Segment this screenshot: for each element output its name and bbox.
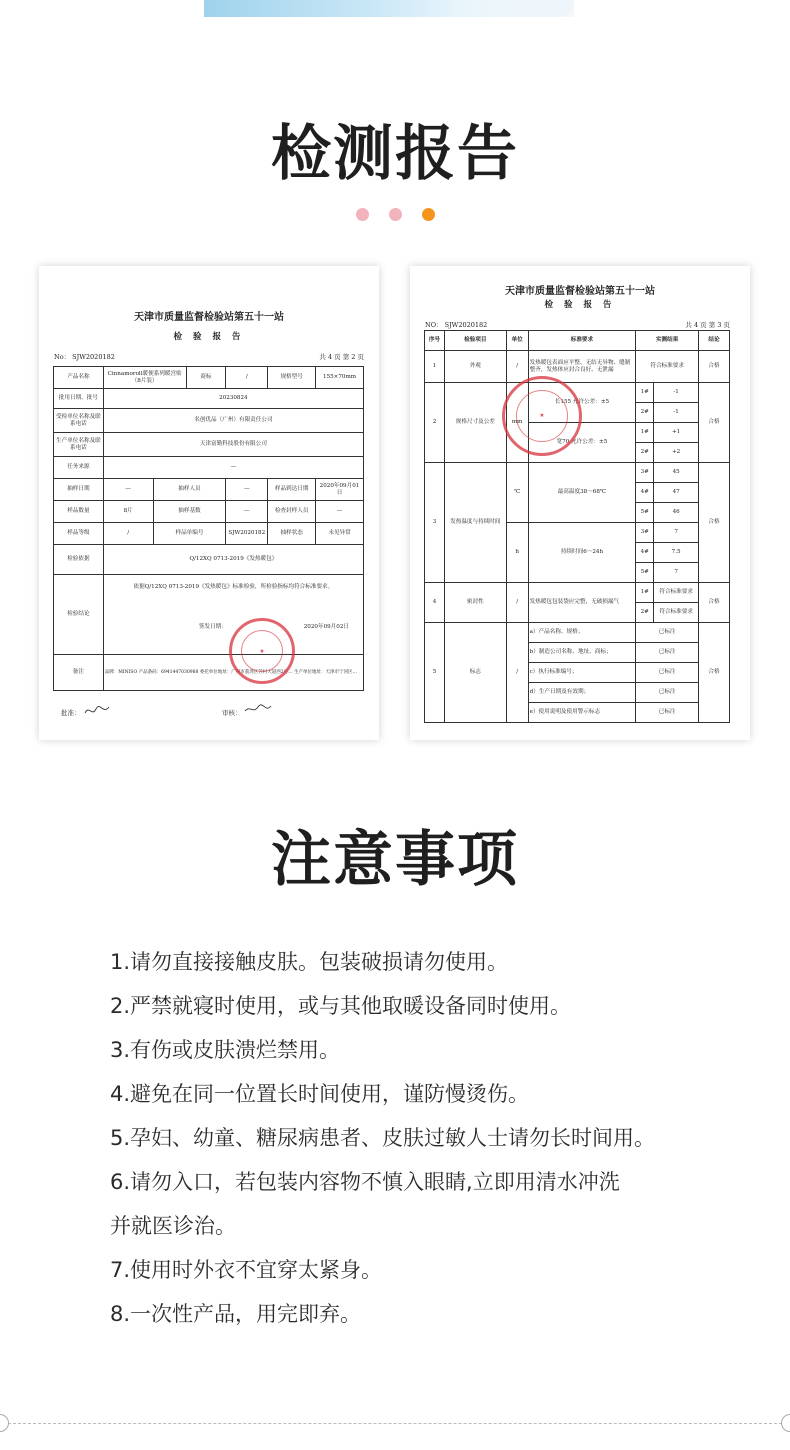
conclusion-text: 依据Q/12XQ 0713-2019《发热暖包》标准检验，所检验指标均符合标准要求。	[133, 584, 334, 590]
row-item: 规格尺寸及公差	[444, 383, 506, 463]
row-conclusion: 合格	[699, 623, 730, 723]
row-no: 3	[425, 463, 445, 583]
cell-label: 样品到达日期	[268, 479, 316, 501]
seal-inner: ★	[241, 630, 283, 672]
sample-value: 45	[654, 463, 699, 483]
cell-value: 8片	[103, 501, 153, 523]
row-requirement: 最高温度38～68℃	[528, 463, 636, 523]
sample-value: 47	[654, 483, 699, 503]
cell-value: 155×70mm	[316, 367, 364, 389]
reviewer-label: 审核：	[222, 709, 242, 717]
cell-label: 抽样人员	[153, 479, 226, 501]
official-seal-stamp	[229, 618, 295, 684]
approver-signature-icon	[83, 703, 111, 717]
doc2-page-number: 共 4 页 第 3 页	[685, 321, 730, 329]
notice-list	[110, 940, 750, 1336]
notice-item: 4.避免在同一位置长时间使用，谨防慢烫伤。	[110, 1082, 530, 1106]
cell-value: —	[226, 501, 268, 523]
cell-label: 样品数量	[54, 501, 104, 523]
row-unit: h	[506, 523, 528, 583]
row-no: 5	[425, 623, 445, 723]
cell-value: 2020年09月01日	[316, 479, 364, 501]
cell-value: —	[226, 479, 268, 501]
row-unit: /	[506, 583, 528, 623]
row-item: 标志	[444, 623, 506, 723]
header-cell: 实测结果	[636, 331, 699, 351]
header-cell: 序号	[425, 331, 445, 351]
row-result: 符合标准要求	[636, 351, 699, 383]
doc2-results-table	[424, 330, 730, 723]
cell-value: 20230824	[103, 389, 363, 409]
sample-value: -1	[654, 403, 699, 423]
cell-label: 检验结论	[54, 575, 104, 655]
inspection-report-page-3	[410, 266, 750, 740]
bottom-dashed-divider	[8, 1423, 782, 1424]
top-product-image-strip	[204, 0, 574, 17]
strip-edge	[514, 0, 574, 17]
row-result: 已标注	[636, 703, 699, 723]
cell-value: Cinnamoroll暖便系列暖宫贴（8片装）	[103, 367, 186, 389]
cell-label: 商标	[186, 367, 226, 389]
notice-item: 7.使用时外衣不宜穿太紧身。	[110, 1258, 383, 1282]
cell-label: 生产单位名称及联系电话	[54, 433, 104, 457]
approver-label: 批准：	[61, 709, 81, 717]
section-title-report: 检测报告	[271, 119, 519, 189]
cell-label: 规格型号	[268, 367, 316, 389]
notice-item-continued: 并就医诊治。	[110, 1214, 236, 1238]
doc1-page-number: 共 4 页 第 2 页	[319, 353, 364, 361]
sample-id: 2#	[636, 443, 654, 463]
sample-value: 46	[654, 503, 699, 523]
sample-id: 5#	[636, 563, 654, 583]
row-no: 2	[425, 383, 445, 463]
cell-value: —	[316, 501, 364, 523]
row-requirement: 发热暖包表面应平整、无结无异物、缝制整齐，发热体应封合良好、无泄漏	[528, 351, 636, 383]
doc1-title: 天津市质量监督检验站第五十一站	[134, 312, 284, 323]
row-requirement: 宽70 允许公差：±5	[528, 423, 636, 463]
sample-id: 3#	[636, 463, 654, 483]
row-conclusion: 合格	[699, 383, 730, 463]
notice-item: 1.请勿直接接触皮肤。包装破损请勿使用。	[110, 950, 509, 974]
row-requirement: d）生产日期及有效期；	[528, 683, 636, 703]
notice-item: 8.一次性产品，用完即弃。	[110, 1302, 362, 1326]
doc1-info-table	[53, 366, 364, 691]
row-item: 密封性	[444, 583, 506, 623]
sample-value: -1	[654, 383, 699, 403]
cell-label: 批用日期、批号	[54, 389, 104, 409]
official-seal-stamp	[502, 376, 582, 456]
sample-id: 4#	[636, 483, 654, 503]
sample-value: 符合标准要求	[654, 583, 699, 603]
cell-value: Q/12XQ 0713-2019《发热暖包》	[103, 545, 363, 575]
cell-label: 检验依据	[54, 545, 104, 575]
doc2-title: 天津市质量监督检验站第五十一站	[505, 286, 655, 297]
row-requirement: 发热暖包包装袋应完整，无破损漏气	[528, 583, 636, 623]
row-requirement: b）制造公司名称、地址、商标；	[528, 643, 636, 663]
cell-label: 产品名称	[54, 367, 104, 389]
row-no: 4	[425, 583, 445, 623]
cell-value: —	[103, 479, 153, 501]
notice-item: 5.孕妇、幼童、糖尿病患者、皮肤过敏人士请勿长时间用。	[110, 1126, 656, 1150]
sample-value: +1	[654, 423, 699, 443]
cell-label: 受检单位名称及联系电话	[54, 409, 104, 433]
cell-label: 抽样状态	[268, 523, 316, 545]
dot-3	[422, 208, 435, 221]
title-dots	[0, 208, 790, 221]
row-unit: ℃	[506, 463, 528, 523]
cell-value: /	[103, 523, 153, 545]
row-conclusion: 合格	[699, 351, 730, 383]
doc1-report-number: No： SJW2020182	[54, 353, 115, 361]
row-requirement: 持续时间6～24h	[528, 523, 636, 583]
row-result: 已标注	[636, 623, 699, 643]
row-unit: /	[506, 351, 528, 383]
divider-right-circle	[781, 1414, 790, 1432]
cell-label: 抽样基数	[153, 501, 226, 523]
sample-id: 2#	[636, 603, 654, 623]
sample-id: 5#	[636, 503, 654, 523]
cell-label: 任务来源	[54, 457, 104, 479]
doc2-subtitle: 检 验 报 告	[544, 300, 616, 310]
sample-id: 1#	[636, 583, 654, 603]
sample-value: 7.5	[654, 543, 699, 563]
cell-label: 样品单编号	[153, 523, 226, 545]
inspection-report-page-2	[39, 266, 379, 740]
issue-date-value: 2020年09月02日	[303, 623, 349, 630]
row-requirement: e）使用说明及使用警示标志	[528, 703, 636, 723]
sample-id: 1#	[636, 383, 654, 403]
header-cell: 结论	[699, 331, 730, 351]
sample-value: 符合标准要求	[654, 603, 699, 623]
sample-id: 1#	[636, 423, 654, 443]
cell-value: 名创优品（广州）有限责任公司	[103, 409, 363, 433]
cell-value: 天津富勤科技股份有限公司	[103, 433, 363, 457]
cell-value: /	[226, 367, 268, 389]
remark-cell: 品牌：MINISO 产品条码：6941447030988 委托单位地址：广州市荔湾区芳村大道西2号… 生产单位地址：天津市宁河区…	[103, 655, 363, 691]
cell-value: SJW2020182	[226, 523, 268, 545]
doc1-subtitle: 检 验 报 告	[173, 332, 245, 342]
cell-label: 样品等级	[54, 523, 104, 545]
row-requirement: 长155 允许公差：±5	[528, 383, 636, 423]
sample-id: 4#	[636, 543, 654, 563]
row-result: 已标注	[636, 683, 699, 703]
header-cell: 标准要求	[528, 331, 636, 351]
row-result: 已标注	[636, 663, 699, 683]
seal-inner: ★	[516, 390, 568, 442]
row-item: 发热温度与持续时间	[444, 463, 506, 583]
row-result: 已标注	[636, 643, 699, 663]
row-no: 1	[425, 351, 445, 383]
dot-2	[389, 208, 402, 221]
section-title-notices: 注意事项	[271, 825, 519, 895]
cell-label: 检查封样人员	[268, 501, 316, 523]
cell-value: 未见异常	[316, 523, 364, 545]
row-conclusion: 合格	[699, 583, 730, 623]
row-requirement: a）产品名称、规格；	[528, 623, 636, 643]
sample-id: 2#	[636, 403, 654, 423]
sample-value: +2	[654, 443, 699, 463]
row-unit: /	[506, 623, 528, 723]
dot-1	[356, 208, 369, 221]
sample-id: 3#	[636, 523, 654, 543]
row-requirement: c）执行标准编号；	[528, 663, 636, 683]
notice-item: 3.有伤或皮肤溃烂禁用。	[110, 1038, 341, 1062]
doc2-report-number: NO： SJW2020182	[425, 321, 488, 329]
issue-date-label: 签发日期：	[198, 623, 227, 630]
notice-item: 2.严禁就寝时使用，或与其他取暖设备同时使用。	[110, 994, 572, 1018]
header-cell: 单位	[506, 331, 528, 351]
notice-item: 6.请勿入口，若包装内容物不慎入眼睛,立即用清水冲洗	[110, 1170, 620, 1194]
cell-label: 抽样日期	[54, 479, 104, 501]
row-unit: mm	[506, 383, 528, 463]
row-conclusion: 合格	[699, 463, 730, 583]
cell-label: 备注	[54, 655, 104, 691]
reviewer-signature-icon	[243, 702, 273, 716]
sample-value: 7	[654, 563, 699, 583]
row-item: 外观	[444, 351, 506, 383]
sample-value: 7	[654, 523, 699, 543]
header-cell: 检验项目	[444, 331, 506, 351]
cell-value: —	[103, 457, 363, 479]
divider-left-circle	[0, 1414, 9, 1432]
